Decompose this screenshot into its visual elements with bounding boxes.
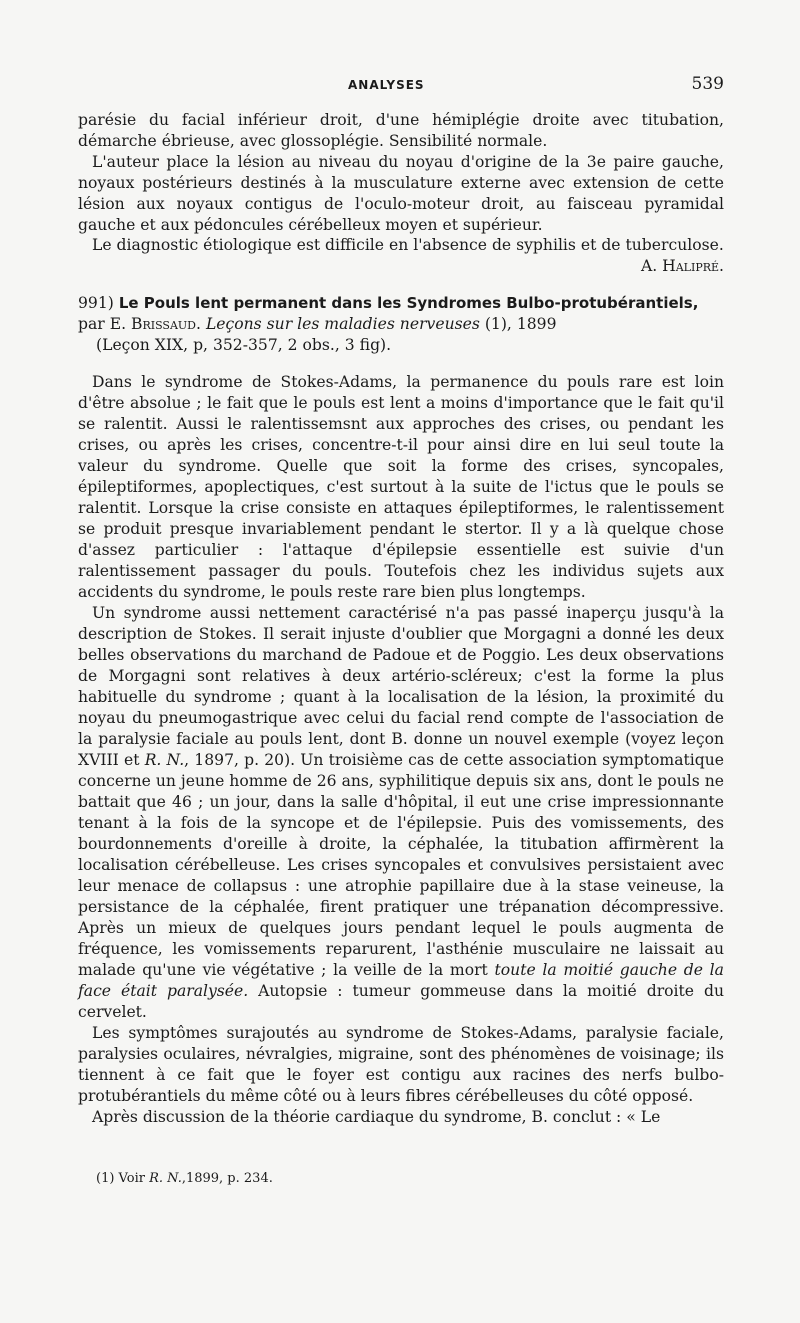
- footnote: [96, 1171, 273, 1186]
- review-body: [78, 372, 724, 1128]
- entry-heading: [78, 293, 724, 356]
- entry-by: par E.: [78, 315, 127, 333]
- entry-title: Le Pouls lent permanent dans les Syndromes Bulbo-protubérantiels,: [118, 294, 699, 312]
- review-paragraph: Dans le syndrome de Stokes-Adams, la permanence du pouls rare est loin d'être absolue ; le fait que le pouls est lent a moins d'importance que le fait qu'il se ralentit. Aussi le ralentissemsnt aux approches des crises, ou pendant les crises, ou après les crises, concentre-t-il pour ainsi dire en lui seul toute la valeur du syndrome. Quelle que soit la forme des crises, syncopales, épileptiformes, apoplectiques, c'est surtout à la suite de l'ictus que le pouls se ralentit. Lorsque la crise consiste en attaques épileptiformes, le ralentissement se produit presque invariablement pendant le stertor. Il y a là quelque chose d'assez particulier : l'attaque d'épilepsie essentielle est suivie d'un ralentissement passager du pouls. Toutefois chez les individus sujets aux accidents du syndrome, le pouls reste rare bien plus longtemps.: [78, 373, 724, 601]
- review-paragraph: Les symptômes surajoutés au syndrome de Stokes-Adams, paralysie faciale, paralysies oculaires, névralgies, migraine, sont des phénomènes de voisinage; ils tiennent à ce fait que le foyer est contigu aux racines des nerfs bulbo-protubérantiels du même côté ou à leurs fibres cérébelleuses du côté opposé.: [78, 1024, 724, 1105]
- journal-ref: R. N.: [144, 751, 185, 769]
- entry-number: 991): [78, 294, 114, 312]
- entry-book: Leçons sur les maladies nerveuses: [205, 315, 480, 333]
- previous-review: [78, 110, 724, 277]
- entry-book-note: (1), 1899: [484, 315, 557, 333]
- page-number: 539: [691, 74, 724, 94]
- footnote-ref: R. N.: [149, 1171, 182, 1186]
- previous-review-paragraph: Le diagnostic étiologique est difficile en l'absence de syphilis et de tuberculose.: [92, 236, 724, 255]
- entry-details: (Leçon XIX, p, 352-357, 2 obs., 3 fig).: [96, 336, 392, 354]
- running-head: [78, 74, 724, 98]
- review-text: , 1897, p. 20). Un troisième cas de cette association symptomatique concerne un jeune homme de 26 ans, syphilitique depuis six ans, dont le pouls ne battait que 46 ; un jour, dans la salle d'hôpital, il eut une crise impressionnante tenant à la fois de la syncope et de l'épilepsie. Puis des vomissements, des bourdonnements d'oreille à droite, la céphalée, la titubation affirmèrent la localisation cérébelleuse. Les crises syncopales et convulsives persistaient avec leur menace de collapsus : une atrophie papillaire due à la stase veineuse, la persistance de la céphalée, firent pratiquer une trépanation décompressive. Après un mieux de quelques jours pendant lequel le pouls augmenta de fréquence, les vomissements reparurent, l'asthénie musculaire ne laissait au malade qu'une vie végétative ; la veille de la mort: [78, 751, 724, 979]
- review-text: Autopsie : tumeur gommeuse dans la moitié droite du cervelet.: [78, 982, 725, 1021]
- reviewer-signature: [78, 256, 724, 277]
- footnote-suffix: ,1899, p. 234.: [181, 1171, 273, 1186]
- previous-review-paragraph: parésie du facial inférieur droit, d'une hémiplégie droite avec titubation, démarche ébrieuse, avec glossoplégie. Sensibilité normale.: [78, 111, 724, 150]
- previous-review-paragraph: L'auteur place la lésion au niveau du noyau d'origine de la 3e paire gauche, noyaux postérieurs destinés à la musculature externe avec extension de cette lésion aux noyaux contigus de l'oculo-moteur droit, au faisceau pyramidal gauche et aux pédoncules cérébelleux moyen et supérieur.: [78, 152, 724, 234]
- running-head-title: ANALYSES: [348, 78, 425, 92]
- footnote-prefix: (1) Voir: [96, 1171, 145, 1186]
- review-text: Un syndrome aussi nettement caractérisé n'a pas passé inaperçu jusqu'à la description de Stokes. Il serait injuste d'oublier que Morgagni a donné les deux belles observations du marchand de Padoue et de Poggio. Les deux observations de Morgagni sont relatives à deux artério-scléreux; c'est la forme la plus habituelle du syndrome ; quant à la localisation de la lésion, la proximité du noyau du pneumogastrique avec celui du facial rend compte de l'association de la paralysie faciale au pouls lent, dont B. donne un nouvel exemple (voyez leçon XVIII et: [78, 604, 724, 769]
- entry-author: Brissaud.: [131, 315, 201, 333]
- reviewer-name: A. Halipré.: [640, 257, 724, 276]
- review-paragraph: [78, 603, 724, 1023]
- review-italic: toute la moitié gauche de la face était paralysée.: [78, 961, 724, 1000]
- review-paragraph: Après discussion de la théorie cardiaque du syndrome, B. conclut : « Le: [92, 1108, 661, 1126]
